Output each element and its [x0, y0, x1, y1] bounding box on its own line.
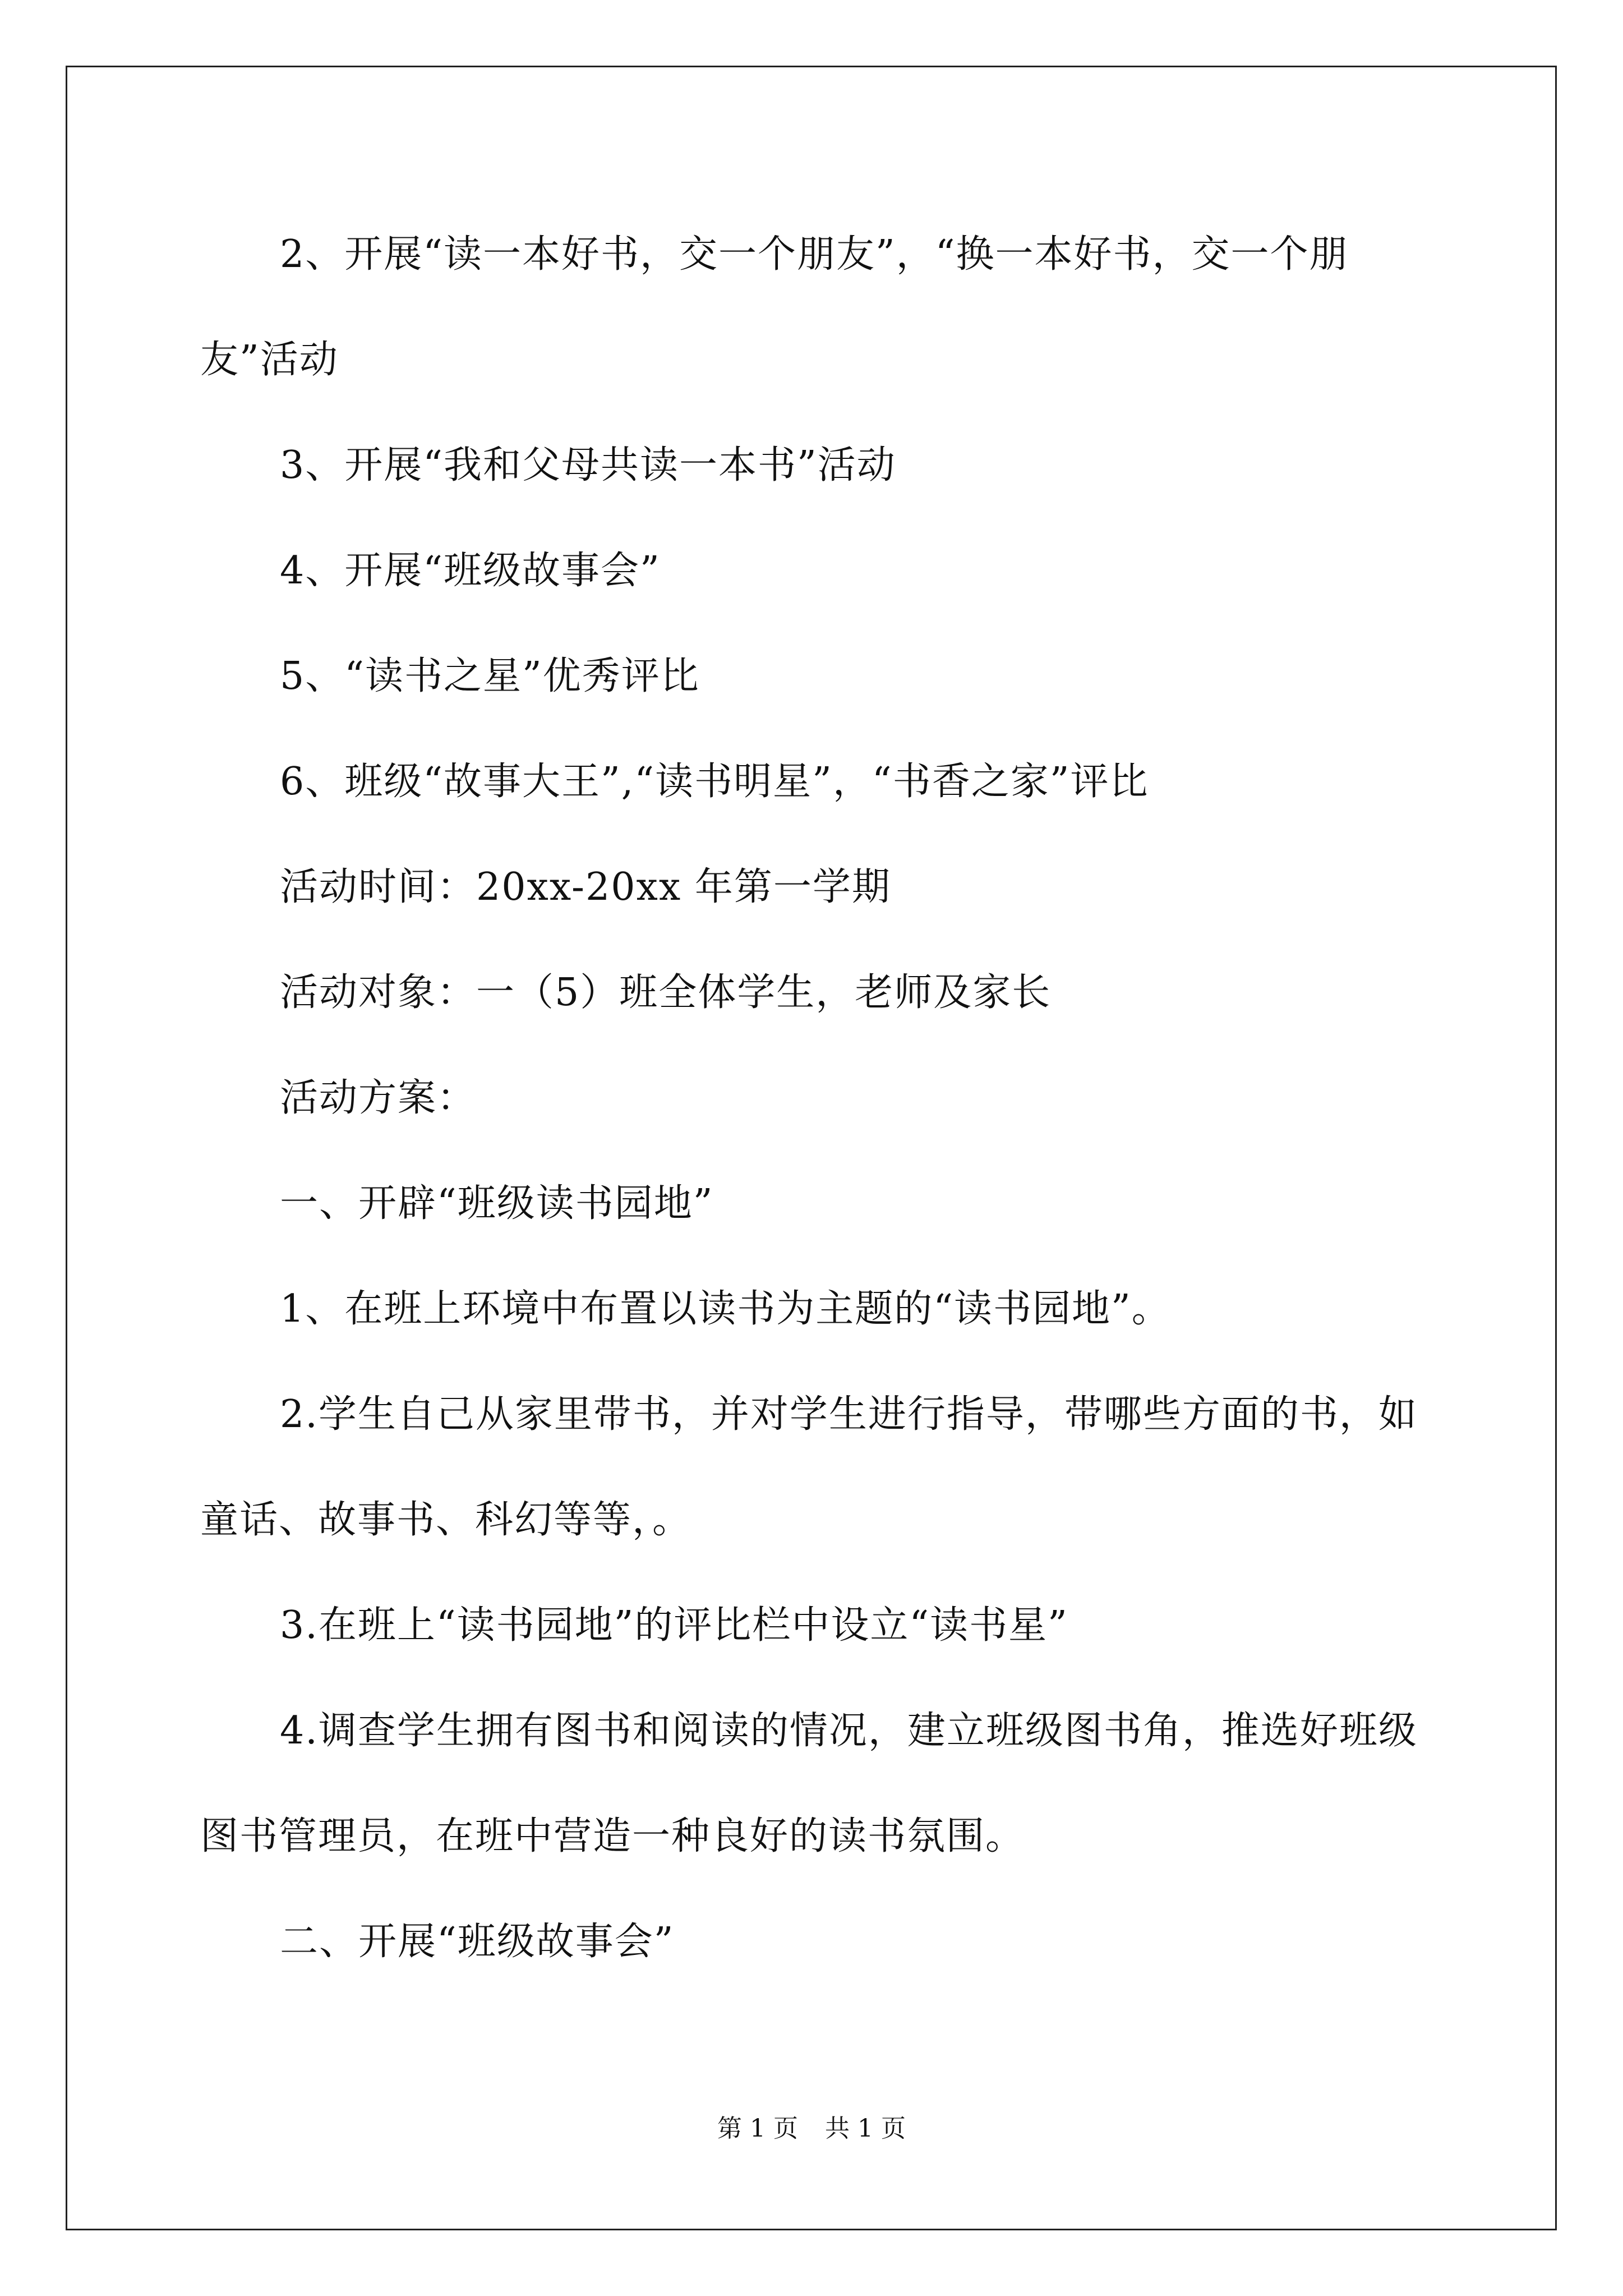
- paragraph-plan-4: 4.调查学生拥有图书和阅读的情况，建立班级图书角，推选好班级图书管理员，在班中营造一种良好的读书氛围。: [200, 1709, 1418, 1858]
- paragraph-activity-3: 3、开展“我和父母共读一本书”活动: [280, 443, 896, 487]
- paragraph-activity-5: 5、“读书之星”优秀评比: [280, 654, 700, 698]
- section-heading-1: 一、开辟“班级读书园地”: [280, 1181, 714, 1226]
- paragraph-plan-1: 1、在班上环境中布置以读书为主题的“读书园地”。: [280, 1287, 1171, 1331]
- section-heading-2: 二、开展“班级故事会”: [280, 1920, 675, 1964]
- page-footer: [0, 2112, 1623, 2146]
- paragraph-plan-2: 2.学生自己从家里带书，并对学生进行指导，带哪些方面的书，如童话、故事书、科幻等等，。: [200, 1392, 1418, 1542]
- document-body: [200, 202, 1423, 1995]
- page-total: 共 1 页: [825, 2114, 906, 2143]
- page-number: 第 1 页: [717, 2114, 798, 2143]
- paragraph-activity-plan: 活动方案：: [280, 1076, 477, 1120]
- paragraph-activity-2: 2、开展“读一本好书，交一个朋友”，“换一本好书，交一个朋友”活动: [200, 232, 1349, 382]
- paragraph-activity-6: 6、班级“故事大王”,“读书明星”，“书香之家”评比: [280, 760, 1149, 804]
- paragraph-plan-3: 3.在班上“读书园地”的评比栏中设立“读书星”: [280, 1603, 1068, 1648]
- paragraph-activity-target: 活动对象：一（5）班全体学生，老师及家长: [280, 970, 1052, 1015]
- paragraph-activity-time: 活动时间：20xx-20xx 年第一学期: [280, 865, 891, 909]
- paragraph-activity-4: 4、开展“班级故事会”: [280, 549, 661, 593]
